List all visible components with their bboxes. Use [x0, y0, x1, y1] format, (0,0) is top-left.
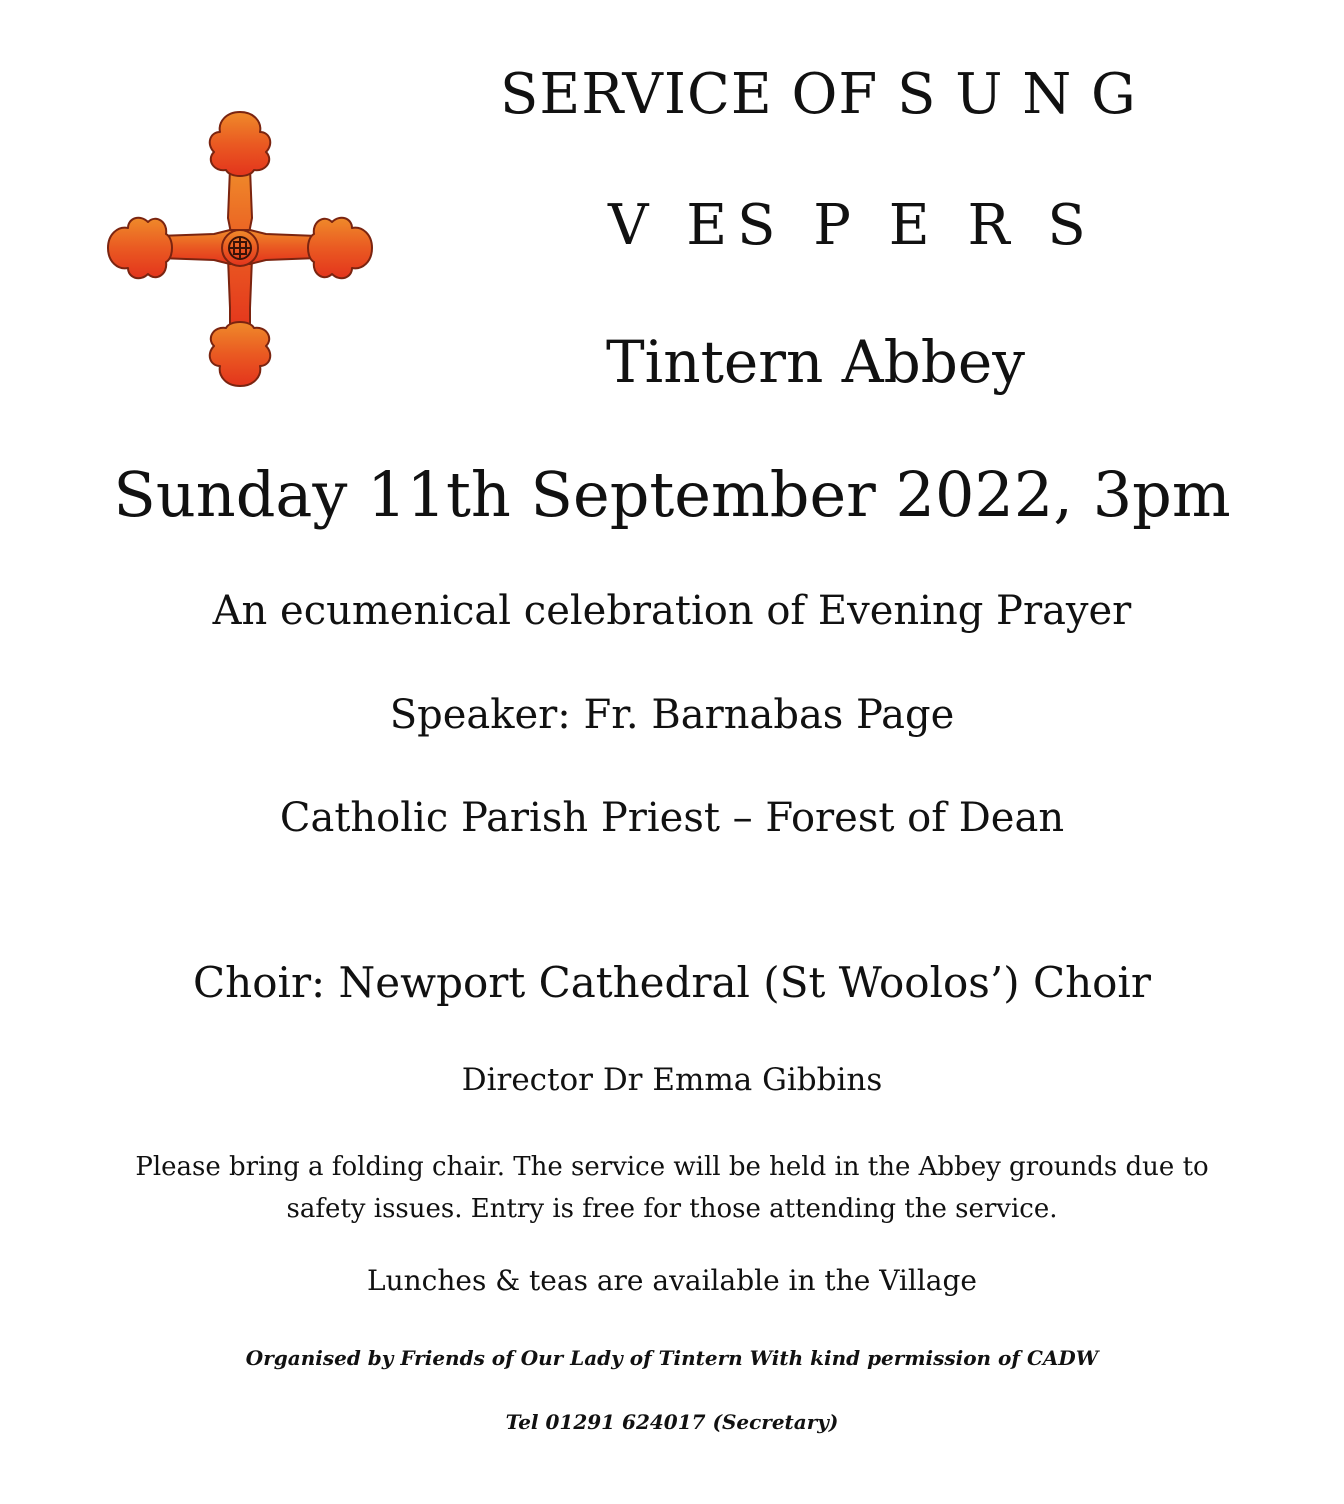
- speaker-role: Catholic Parish Priest – Forest of Dean: [279, 795, 1065, 841]
- choir-name: Choir: Newport Cathedral (St Woolos’) Choir: [193, 958, 1151, 1007]
- service-title-line-1: SERVICE OF S U N G: [500, 62, 1137, 127]
- event-description: An ecumenical celebration of Evening Prayer: [212, 588, 1132, 634]
- contact-telephone: Tel 01291 624017 (Secretary): [505, 1410, 839, 1434]
- attendance-notice: Please bring a folding chair. The service will be held in the Abbey grounds due to safety issues. Entry is free for those attending the service.: [135, 1152, 1209, 1224]
- ornamental-cross-icon: [104, 108, 376, 390]
- service-title-line-2: V ES P E R S: [608, 193, 1096, 258]
- organiser-credit: Organised by Friends of Our Lady of Tintern With kind permission of CADW: [245, 1346, 1099, 1370]
- refreshments-note: Lunches & teas are available in the Village: [367, 1264, 977, 1297]
- venue-title: Tintern Abbey: [606, 328, 1025, 396]
- event-date-time: Sunday 11th September 2022, 3pm: [113, 458, 1231, 531]
- speaker-name: Speaker: Fr. Barnabas Page: [389, 692, 955, 738]
- choir-director: Director Dr Emma Gibbins: [461, 1062, 883, 1098]
